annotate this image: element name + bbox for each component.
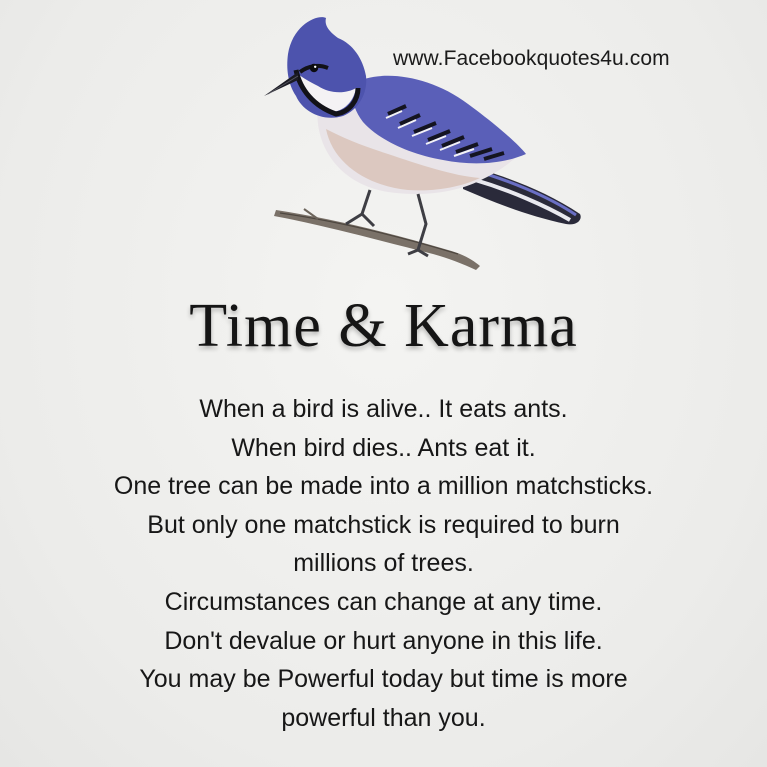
quote-title: Time & Karma <box>189 292 578 360</box>
quote-line: You may be Powerful today but time is more <box>139 665 628 694</box>
branch <box>274 209 480 270</box>
quote-line: powerful than you. <box>281 703 486 732</box>
quote-line: But only one matchstick is required to burn <box>147 510 620 539</box>
bird-head <box>264 17 366 118</box>
website-url: www.Facebookquotes4u.com <box>393 47 670 70</box>
quote-line: millions of trees. <box>293 549 474 578</box>
quote-line: Don't devalue or hurt anyone in this life. <box>164 626 603 655</box>
quote-body <box>0 390 767 737</box>
quote-line: When a bird is alive.. It eats ants. <box>199 395 568 423</box>
quote-line: Circumstances can change at any time. <box>164 587 603 616</box>
quote-line: When bird dies.. Ants eat it. <box>231 433 536 462</box>
quote-line: One tree can be made into a million matchsticks. <box>113 472 654 501</box>
